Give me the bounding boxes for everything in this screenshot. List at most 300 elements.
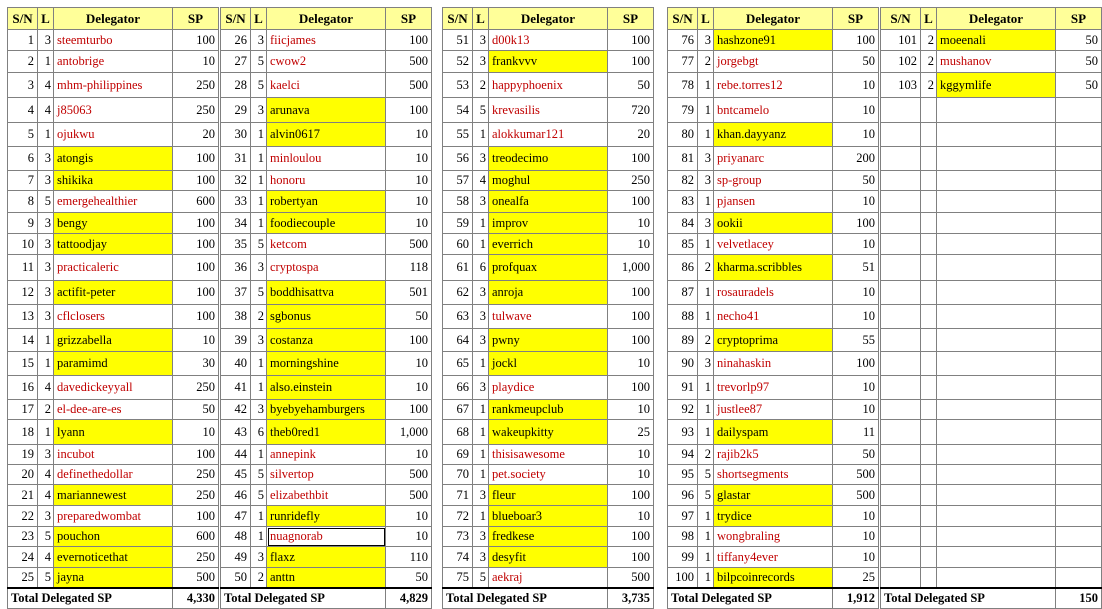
level-cell[interactable]: 1 bbox=[38, 51, 54, 73]
delegator-cell[interactable] bbox=[937, 213, 1056, 234]
sp-cell[interactable]: 100 bbox=[173, 234, 219, 255]
level-cell[interactable]: 3 bbox=[38, 445, 54, 465]
sp-cell[interactable]: 50 bbox=[386, 568, 432, 588]
delegator-cell[interactable]: cwow2 bbox=[267, 51, 386, 73]
delegator-cell[interactable]: kggymlife bbox=[937, 73, 1056, 98]
sp-cell[interactable]: 10 bbox=[833, 376, 879, 400]
sp-cell[interactable]: 10 bbox=[833, 527, 879, 547]
sn-cell[interactable]: 64 bbox=[443, 329, 473, 352]
delegator-cell[interactable]: j85063 bbox=[54, 98, 173, 123]
level-cell[interactable]: 2 bbox=[698, 255, 714, 281]
level-cell[interactable]: 1 bbox=[38, 329, 54, 352]
sn-cell[interactable]: 86 bbox=[668, 255, 698, 281]
sp-cell[interactable] bbox=[1056, 352, 1102, 376]
delegator-cell[interactable]: preparedwombat bbox=[54, 506, 173, 527]
delegator-cell[interactable] bbox=[937, 547, 1056, 568]
delegator-cell[interactable]: aekraj bbox=[489, 568, 608, 588]
level-cell[interactable] bbox=[921, 400, 937, 420]
sp-cell[interactable]: 118 bbox=[386, 255, 432, 281]
delegator-cell[interactable]: trydice bbox=[714, 506, 833, 527]
level-cell[interactable] bbox=[921, 255, 937, 281]
level-cell[interactable]: 3 bbox=[38, 506, 54, 527]
sp-cell[interactable]: 100 bbox=[608, 329, 654, 352]
sn-cell[interactable]: 37 bbox=[221, 281, 251, 305]
sn-cell[interactable]: 29 bbox=[221, 98, 251, 123]
level-cell[interactable]: 5 bbox=[473, 568, 489, 588]
level-cell[interactable] bbox=[921, 445, 937, 465]
delegator-cell[interactable]: justlee87 bbox=[714, 400, 833, 420]
sp-cell[interactable]: 50 bbox=[833, 51, 879, 73]
level-cell[interactable]: 1 bbox=[473, 506, 489, 527]
sn-cell[interactable]: 25 bbox=[8, 568, 38, 588]
level-cell[interactable]: 1 bbox=[698, 568, 714, 588]
delegator-cell[interactable]: rebe.torres12 bbox=[714, 73, 833, 98]
total-label[interactable]: Total Delegated SP bbox=[221, 588, 386, 609]
delegator-cell[interactable]: also.einstein bbox=[267, 376, 386, 400]
delegator-cell[interactable]: mariannewest bbox=[54, 485, 173, 506]
level-cell[interactable]: 4 bbox=[473, 171, 489, 191]
sn-cell[interactable]: 65 bbox=[443, 352, 473, 376]
sp-cell[interactable]: 100 bbox=[833, 352, 879, 376]
level-cell[interactable]: 1 bbox=[251, 123, 267, 147]
delegator-cell[interactable]: steemturbo bbox=[54, 30, 173, 51]
sp-cell[interactable]: 600 bbox=[173, 191, 219, 213]
sn-cell[interactable]: 18 bbox=[8, 420, 38, 445]
delegator-cell[interactable]: byebyehamburgers bbox=[267, 400, 386, 420]
delegator-cell[interactable]: onealfa bbox=[489, 191, 608, 213]
sp-cell[interactable] bbox=[1056, 98, 1102, 123]
delegator-cell[interactable]: rosauradels bbox=[714, 281, 833, 305]
delegator-cell[interactable]: honoru bbox=[267, 171, 386, 191]
sp-cell[interactable] bbox=[1056, 445, 1102, 465]
sn-cell[interactable]: 72 bbox=[443, 506, 473, 527]
delegator-cell[interactable]: ketcom bbox=[267, 234, 386, 255]
level-cell[interactable]: 1 bbox=[698, 547, 714, 568]
sn-cell[interactable]: 92 bbox=[668, 400, 698, 420]
sp-cell[interactable]: 500 bbox=[833, 465, 879, 485]
sn-cell[interactable]: 101 bbox=[881, 30, 921, 51]
delegator-cell[interactable] bbox=[937, 281, 1056, 305]
delegator-cell[interactable]: dailyspam bbox=[714, 420, 833, 445]
level-cell[interactable]: 5 bbox=[251, 465, 267, 485]
sn-cell[interactable]: 78 bbox=[668, 73, 698, 98]
delegator-cell[interactable]: priyanarc bbox=[714, 147, 833, 171]
level-cell[interactable] bbox=[921, 305, 937, 329]
level-cell[interactable]: 1 bbox=[251, 352, 267, 376]
sp-cell[interactable] bbox=[1056, 281, 1102, 305]
sp-cell[interactable]: 20 bbox=[173, 123, 219, 147]
delegator-cell[interactable] bbox=[937, 445, 1056, 465]
sn-cell[interactable]: 7 bbox=[8, 171, 38, 191]
sp-cell[interactable]: 10 bbox=[608, 465, 654, 485]
sn-cell[interactable]: 81 bbox=[668, 147, 698, 171]
sp-cell[interactable]: 10 bbox=[833, 506, 879, 527]
level-cell[interactable]: 5 bbox=[251, 281, 267, 305]
level-cell[interactable]: 3 bbox=[251, 400, 267, 420]
sp-cell[interactable]: 10 bbox=[608, 445, 654, 465]
level-cell[interactable]: 4 bbox=[38, 98, 54, 123]
sp-cell[interactable]: 500 bbox=[173, 568, 219, 588]
sn-cell[interactable]: 95 bbox=[668, 465, 698, 485]
level-cell[interactable]: 2 bbox=[921, 30, 937, 51]
sn-cell[interactable]: 76 bbox=[668, 30, 698, 51]
level-cell[interactable]: 2 bbox=[251, 305, 267, 329]
sn-cell[interactable]: 66 bbox=[443, 376, 473, 400]
sn-cell[interactable] bbox=[881, 485, 921, 506]
sp-cell[interactable] bbox=[1056, 234, 1102, 255]
sn-cell[interactable]: 39 bbox=[221, 329, 251, 352]
sp-cell[interactable]: 10 bbox=[833, 73, 879, 98]
sp-cell[interactable]: 500 bbox=[386, 234, 432, 255]
sn-cell[interactable]: 28 bbox=[221, 73, 251, 98]
delegator-cell[interactable] bbox=[937, 400, 1056, 420]
sn-cell[interactable]: 24 bbox=[8, 547, 38, 568]
sn-cell[interactable]: 44 bbox=[221, 445, 251, 465]
sp-cell[interactable]: 10 bbox=[608, 352, 654, 376]
delegator-cell[interactable]: pjansen bbox=[714, 191, 833, 213]
sp-cell[interactable] bbox=[1056, 123, 1102, 147]
delegator-cell[interactable] bbox=[937, 506, 1056, 527]
sn-cell[interactable]: 1 bbox=[8, 30, 38, 51]
delegator-cell[interactable] bbox=[937, 305, 1056, 329]
sp-cell[interactable]: 250 bbox=[173, 376, 219, 400]
delegator-cell[interactable]: krevasilis bbox=[489, 98, 608, 123]
sn-cell[interactable]: 77 bbox=[668, 51, 698, 73]
sp-cell[interactable]: 25 bbox=[833, 568, 879, 588]
level-cell[interactable]: 4 bbox=[38, 465, 54, 485]
level-cell[interactable]: 5 bbox=[698, 465, 714, 485]
sp-cell[interactable]: 250 bbox=[173, 73, 219, 98]
level-cell[interactable]: 1 bbox=[473, 123, 489, 147]
delegator-cell[interactable]: minloulou bbox=[267, 147, 386, 171]
level-cell[interactable]: 2 bbox=[251, 568, 267, 588]
sp-cell[interactable]: 10 bbox=[833, 123, 879, 147]
level-cell[interactable]: 3 bbox=[473, 376, 489, 400]
sp-cell[interactable]: 25 bbox=[608, 420, 654, 445]
sn-cell[interactable]: 23 bbox=[8, 527, 38, 547]
level-cell[interactable]: 1 bbox=[251, 171, 267, 191]
sp-cell[interactable]: 200 bbox=[833, 147, 879, 171]
sp-cell[interactable]: 30 bbox=[173, 352, 219, 376]
delegator-cell[interactable]: ojukwu bbox=[54, 123, 173, 147]
delegator-cell[interactable]: fiicjames bbox=[267, 30, 386, 51]
delegator-cell[interactable]: pet.society bbox=[489, 465, 608, 485]
level-cell[interactable]: 2 bbox=[698, 51, 714, 73]
sp-cell[interactable]: 10 bbox=[833, 234, 879, 255]
delegator-cell[interactable]: foodiecouple bbox=[267, 213, 386, 234]
sn-cell[interactable]: 17 bbox=[8, 400, 38, 420]
level-cell[interactable]: 1 bbox=[698, 305, 714, 329]
sp-cell[interactable]: 10 bbox=[386, 191, 432, 213]
sp-cell[interactable] bbox=[1056, 547, 1102, 568]
delegator-cell[interactable]: improv bbox=[489, 213, 608, 234]
delegator-cell[interactable]: morningshine bbox=[267, 352, 386, 376]
delegator-cell[interactable] bbox=[937, 352, 1056, 376]
delegator-cell[interactable]: tattoodjay bbox=[54, 234, 173, 255]
delegator-cell[interactable]: kharma.scribbles bbox=[714, 255, 833, 281]
level-cell[interactable]: 5 bbox=[251, 485, 267, 506]
sn-cell[interactable]: 19 bbox=[8, 445, 38, 465]
delegator-cell[interactable]: treodecimo bbox=[489, 147, 608, 171]
delegator-cell[interactable] bbox=[937, 191, 1056, 213]
level-cell[interactable]: 1 bbox=[473, 465, 489, 485]
delegator-cell[interactable]: actifit-peter bbox=[54, 281, 173, 305]
level-cell[interactable] bbox=[921, 420, 937, 445]
level-cell[interactable]: 3 bbox=[473, 527, 489, 547]
level-cell[interactable] bbox=[921, 281, 937, 305]
level-cell[interactable]: 5 bbox=[251, 51, 267, 73]
level-cell[interactable]: 2 bbox=[698, 329, 714, 352]
sp-cell[interactable]: 10 bbox=[833, 98, 879, 123]
delegator-cell[interactable]: everrich bbox=[489, 234, 608, 255]
sp-cell[interactable]: 100 bbox=[608, 147, 654, 171]
sp-cell[interactable]: 10 bbox=[386, 527, 432, 547]
sp-cell[interactable]: 50 bbox=[833, 445, 879, 465]
level-cell[interactable]: 1 bbox=[251, 376, 267, 400]
delegator-cell[interactable]: mhm-philippines bbox=[54, 73, 173, 98]
delegator-cell[interactable]: cryptospa bbox=[267, 255, 386, 281]
sp-cell[interactable]: 100 bbox=[833, 213, 879, 234]
sn-cell[interactable]: 3 bbox=[8, 73, 38, 98]
delegator-cell[interactable]: sgbonus bbox=[267, 305, 386, 329]
sn-cell[interactable]: 100 bbox=[668, 568, 698, 588]
level-cell[interactable]: 1 bbox=[698, 123, 714, 147]
sn-cell[interactable]: 41 bbox=[221, 376, 251, 400]
delegator-cell[interactable]: bntcamelo bbox=[714, 98, 833, 123]
sp-cell[interactable]: 100 bbox=[173, 255, 219, 281]
sp-cell[interactable]: 100 bbox=[608, 30, 654, 51]
level-cell[interactable]: 1 bbox=[698, 234, 714, 255]
delegator-cell[interactable]: incubot bbox=[54, 445, 173, 465]
level-cell[interactable]: 1 bbox=[251, 213, 267, 234]
delegator-cell[interactable]: jayna bbox=[54, 568, 173, 588]
level-cell[interactable]: 2 bbox=[921, 51, 937, 73]
sp-cell[interactable]: 10 bbox=[386, 376, 432, 400]
sn-cell[interactable]: 80 bbox=[668, 123, 698, 147]
sn-cell[interactable]: 16 bbox=[8, 376, 38, 400]
sp-cell[interactable]: 10 bbox=[608, 400, 654, 420]
sn-cell[interactable]: 75 bbox=[443, 568, 473, 588]
sp-cell[interactable]: 500 bbox=[386, 73, 432, 98]
delegator-cell[interactable]: profquax bbox=[489, 255, 608, 281]
sp-cell[interactable]: 50 bbox=[1056, 73, 1102, 98]
delegator-cell[interactable]: trevorlp97 bbox=[714, 376, 833, 400]
total-value[interactable]: 1,912 bbox=[833, 588, 879, 609]
sn-cell[interactable] bbox=[881, 465, 921, 485]
sn-cell[interactable]: 88 bbox=[668, 305, 698, 329]
delegator-cell[interactable]: rajib2k5 bbox=[714, 445, 833, 465]
level-cell[interactable]: 3 bbox=[698, 171, 714, 191]
sp-cell[interactable] bbox=[1056, 305, 1102, 329]
level-cell[interactable] bbox=[921, 568, 937, 588]
sn-cell[interactable] bbox=[881, 234, 921, 255]
sn-cell[interactable] bbox=[881, 400, 921, 420]
sp-cell[interactable]: 50 bbox=[833, 171, 879, 191]
delegator-cell[interactable]: emergehealthier bbox=[54, 191, 173, 213]
level-cell[interactable]: 4 bbox=[38, 485, 54, 506]
sp-cell[interactable] bbox=[1056, 485, 1102, 506]
level-cell[interactable]: 4 bbox=[38, 73, 54, 98]
delegator-cell[interactable]: nuagnorab bbox=[267, 527, 386, 547]
delegator-cell[interactable]: silvertop bbox=[267, 465, 386, 485]
sn-cell[interactable]: 73 bbox=[443, 527, 473, 547]
sp-cell[interactable]: 100 bbox=[173, 281, 219, 305]
level-cell[interactable]: 1 bbox=[38, 420, 54, 445]
sp-cell[interactable]: 500 bbox=[386, 51, 432, 73]
level-cell[interactable] bbox=[921, 191, 937, 213]
level-cell[interactable]: 1 bbox=[473, 420, 489, 445]
sp-cell[interactable] bbox=[1056, 400, 1102, 420]
sp-cell[interactable]: 500 bbox=[386, 465, 432, 485]
level-cell[interactable]: 1 bbox=[698, 420, 714, 445]
sn-cell[interactable]: 89 bbox=[668, 329, 698, 352]
delegator-cell[interactable]: cflclosers bbox=[54, 305, 173, 329]
sn-cell[interactable]: 51 bbox=[443, 30, 473, 51]
level-cell[interactable]: 3 bbox=[38, 30, 54, 51]
delegator-cell[interactable]: practicaleric bbox=[54, 255, 173, 281]
sp-cell[interactable]: 20 bbox=[608, 123, 654, 147]
sn-cell[interactable] bbox=[881, 506, 921, 527]
delegator-cell[interactable]: sp-group bbox=[714, 171, 833, 191]
delegator-cell[interactable]: mushanov bbox=[937, 51, 1056, 73]
sn-cell[interactable]: 12 bbox=[8, 281, 38, 305]
delegator-cell[interactable]: alvin0617 bbox=[267, 123, 386, 147]
sp-cell[interactable]: 10 bbox=[386, 171, 432, 191]
sp-cell[interactable]: 500 bbox=[833, 485, 879, 506]
delegator-cell[interactable]: velvetlacey bbox=[714, 234, 833, 255]
level-cell[interactable]: 1 bbox=[698, 191, 714, 213]
sn-cell[interactable]: 5 bbox=[8, 123, 38, 147]
sp-cell[interactable]: 110 bbox=[386, 547, 432, 568]
level-cell[interactable] bbox=[921, 123, 937, 147]
level-cell[interactable]: 3 bbox=[473, 147, 489, 171]
sn-cell[interactable]: 54 bbox=[443, 98, 473, 123]
delegator-cell[interactable]: thisisawesome bbox=[489, 445, 608, 465]
level-cell[interactable]: 3 bbox=[473, 305, 489, 329]
sn-cell[interactable]: 30 bbox=[221, 123, 251, 147]
delegator-cell[interactable]: pwny bbox=[489, 329, 608, 352]
sp-cell[interactable]: 100 bbox=[173, 30, 219, 51]
delegator-cell[interactable]: atongis bbox=[54, 147, 173, 171]
sn-cell[interactable]: 48 bbox=[221, 527, 251, 547]
sp-cell[interactable]: 55 bbox=[833, 329, 879, 352]
sp-cell[interactable] bbox=[1056, 171, 1102, 191]
sn-cell[interactable]: 90 bbox=[668, 352, 698, 376]
delegator-cell[interactable] bbox=[937, 98, 1056, 123]
delegator-cell[interactable]: arunava bbox=[267, 98, 386, 123]
delegator-cell[interactable]: antobrige bbox=[54, 51, 173, 73]
delegator-cell[interactable] bbox=[937, 147, 1056, 171]
sp-cell[interactable]: 10 bbox=[608, 506, 654, 527]
sp-cell[interactable]: 10 bbox=[833, 281, 879, 305]
delegator-cell[interactable] bbox=[937, 420, 1056, 445]
sn-cell[interactable]: 26 bbox=[221, 30, 251, 51]
total-label[interactable]: Total Delegated SP bbox=[8, 588, 173, 609]
level-cell[interactable]: 3 bbox=[251, 547, 267, 568]
sn-cell[interactable] bbox=[881, 527, 921, 547]
level-cell[interactable]: 2 bbox=[38, 400, 54, 420]
sp-cell[interactable] bbox=[1056, 527, 1102, 547]
sn-cell[interactable]: 45 bbox=[221, 465, 251, 485]
delegator-cell[interactable] bbox=[937, 568, 1056, 588]
level-cell[interactable]: 1 bbox=[698, 400, 714, 420]
sn-cell[interactable]: 8 bbox=[8, 191, 38, 213]
delegator-cell[interactable]: moeenali bbox=[937, 30, 1056, 51]
level-cell[interactable]: 5 bbox=[38, 191, 54, 213]
delegator-cell[interactable]: evernoticethat bbox=[54, 547, 173, 568]
level-cell[interactable]: 5 bbox=[698, 485, 714, 506]
level-cell[interactable]: 6 bbox=[473, 255, 489, 281]
sn-cell[interactable]: 14 bbox=[8, 329, 38, 352]
level-cell[interactable] bbox=[921, 506, 937, 527]
level-cell[interactable]: 3 bbox=[473, 30, 489, 51]
level-cell[interactable]: 1 bbox=[473, 352, 489, 376]
delegator-cell[interactable]: paramimd bbox=[54, 352, 173, 376]
sp-cell[interactable]: 50 bbox=[1056, 51, 1102, 73]
delegator-cell[interactable]: flaxz bbox=[267, 547, 386, 568]
delegator-cell[interactable]: necho41 bbox=[714, 305, 833, 329]
sn-cell[interactable]: 62 bbox=[443, 281, 473, 305]
sp-cell[interactable]: 250 bbox=[173, 98, 219, 123]
delegator-cell[interactable]: anttn bbox=[267, 568, 386, 588]
delegator-cell[interactable]: ninahaskin bbox=[714, 352, 833, 376]
sn-cell[interactable]: 34 bbox=[221, 213, 251, 234]
delegator-cell[interactable] bbox=[937, 171, 1056, 191]
sp-cell[interactable]: 100 bbox=[173, 305, 219, 329]
delegator-cell[interactable] bbox=[937, 465, 1056, 485]
sp-cell[interactable]: 250 bbox=[173, 485, 219, 506]
sp-cell[interactable] bbox=[1056, 213, 1102, 234]
delegator-cell[interactable]: tulwave bbox=[489, 305, 608, 329]
sn-cell[interactable]: 46 bbox=[221, 485, 251, 506]
sn-cell[interactable]: 11 bbox=[8, 255, 38, 281]
sp-cell[interactable]: 100 bbox=[386, 98, 432, 123]
sp-cell[interactable]: 50 bbox=[173, 400, 219, 420]
delegator-cell[interactable] bbox=[937, 376, 1056, 400]
level-cell[interactable]: 3 bbox=[698, 352, 714, 376]
sn-cell[interactable]: 10 bbox=[8, 234, 38, 255]
total-label[interactable]: Total Delegated SP bbox=[443, 588, 608, 609]
sp-cell[interactable]: 50 bbox=[1056, 30, 1102, 51]
level-cell[interactable]: 3 bbox=[38, 213, 54, 234]
level-cell[interactable]: 1 bbox=[251, 191, 267, 213]
sn-cell[interactable]: 49 bbox=[221, 547, 251, 568]
level-cell[interactable] bbox=[921, 171, 937, 191]
level-cell[interactable]: 3 bbox=[38, 171, 54, 191]
sn-cell[interactable]: 97 bbox=[668, 506, 698, 527]
delegator-cell[interactable]: shikika bbox=[54, 171, 173, 191]
sp-cell[interactable]: 250 bbox=[173, 547, 219, 568]
delegator-cell[interactable]: jockl bbox=[489, 352, 608, 376]
sp-cell[interactable]: 720 bbox=[608, 98, 654, 123]
level-cell[interactable]: 1 bbox=[698, 527, 714, 547]
sp-cell[interactable]: 10 bbox=[386, 506, 432, 527]
sn-cell[interactable]: 61 bbox=[443, 255, 473, 281]
level-cell[interactable]: 3 bbox=[698, 147, 714, 171]
sn-cell[interactable] bbox=[881, 352, 921, 376]
level-cell[interactable]: 6 bbox=[251, 420, 267, 445]
delegator-cell[interactable]: elizabethbit bbox=[267, 485, 386, 506]
sn-cell[interactable]: 15 bbox=[8, 352, 38, 376]
sn-cell[interactable] bbox=[881, 255, 921, 281]
delegator-cell[interactable]: robertyan bbox=[267, 191, 386, 213]
sn-cell[interactable]: 67 bbox=[443, 400, 473, 420]
delegator-cell[interactable]: rankmeupclub bbox=[489, 400, 608, 420]
level-cell[interactable]: 4 bbox=[38, 376, 54, 400]
level-cell[interactable]: 2 bbox=[698, 445, 714, 465]
total-value[interactable]: 4,330 bbox=[173, 588, 219, 609]
sn-cell[interactable]: 87 bbox=[668, 281, 698, 305]
